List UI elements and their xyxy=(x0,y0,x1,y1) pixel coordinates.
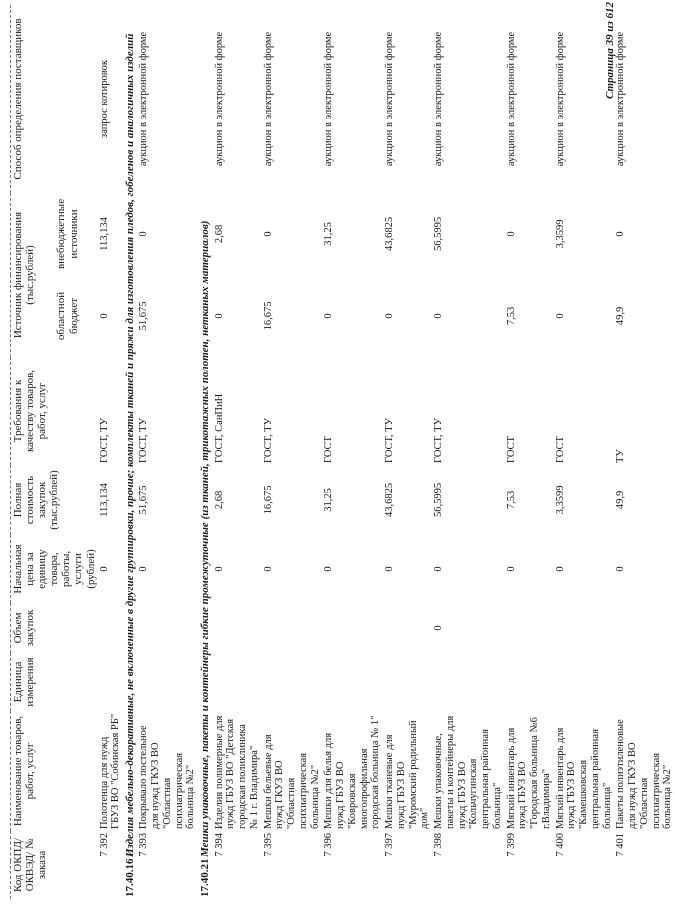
cell-requirements: ГОСТ, СанПиН xyxy=(213,393,225,463)
table-row xyxy=(213,5,262,899)
cell-okpd xyxy=(262,861,323,899)
cell-order-number: 7 392 xyxy=(98,832,110,857)
cell-total-cost: 7,53 xyxy=(505,490,517,510)
header-unit: Единица измерения xyxy=(11,653,98,711)
cell-okpd xyxy=(137,861,198,899)
cell-order-number: 7 395 xyxy=(262,832,274,857)
section-code: 17.40.21 xyxy=(199,858,212,897)
cell-volume xyxy=(322,603,383,653)
cell-item-name: Пакеты полиэтиленовые для нужд ГКУЗ ВО "Областная психиатрическая больница №2" xyxy=(615,719,674,829)
section-title: Изделия мебельно-декоративные, не включенные в другие группировки, прочие; комплекты тканей и пряжи для изготовления пледов, гобеленов и аналогичных изделий xyxy=(124,33,137,857)
cell-okpd xyxy=(98,861,124,899)
cell-requirements: ГОСТ xyxy=(554,436,566,463)
cell-order-number: 7 399 xyxy=(505,832,517,857)
cell-total-cost: 113,134 xyxy=(98,483,110,517)
table-body xyxy=(98,5,675,899)
cell-funding-extra: 3,3599 xyxy=(554,219,566,249)
cell-requirements: ГОСТ xyxy=(505,436,517,463)
cell-item-name: Изделия полимерные для нужд ГБУЗ ВО "Детская городская поликлиника № 1 г. Владимира" xyxy=(213,715,260,829)
cell-unit xyxy=(383,653,432,711)
cell-funding-extra: 56,5995 xyxy=(433,216,445,252)
cell-item-name: Мешки тканевые для нужд ГБУЗ ВО "Муромский родильный дом" xyxy=(384,720,431,829)
cell-order-number: 7 397 xyxy=(384,832,396,857)
header-total-cost: Полная стоимость закупок (тыс.рублей) xyxy=(11,465,98,535)
cell-funding-regional: 0 xyxy=(213,313,225,319)
cell-okpd xyxy=(383,861,432,899)
cell-requirements: ГОСТ, ТУ xyxy=(98,418,110,463)
section-title: Мешки упаковочные, пакеты и контейнеры гибкие промежуточные (из тканей, трикотажных полотен, нетканых материалов) xyxy=(199,220,212,857)
cell-item-name: Покрывало постельное для нужд ГКУЗ ВО "Областная психиатрическая больница №2" xyxy=(138,725,197,829)
cell-item-name: Мешки упаковочные, пакеты и контейнеры для нужд ГБУЗ ВО "Кольчугинская центральная районная больница" xyxy=(433,715,503,829)
cell-funding-regional: 7,53 xyxy=(505,306,517,326)
cell-item-name: Мягкий инвентарь для нужд ГБУЗ ВО "Городская больница №6 г.Владимира" xyxy=(505,717,552,829)
cell-volume xyxy=(505,603,554,653)
cell-funding-regional: 0 xyxy=(98,313,110,319)
table-row xyxy=(383,5,432,899)
cell-unit-price: 0 xyxy=(323,566,335,572)
cell-funding-extra: 113,134 xyxy=(98,217,110,251)
cell-volume xyxy=(383,603,432,653)
section-row xyxy=(123,5,137,899)
table-row xyxy=(262,5,323,899)
cell-unit-price: 0 xyxy=(505,566,517,572)
table-row xyxy=(432,5,505,899)
section-heading xyxy=(198,5,212,899)
cell-total-cost: 3,3599 xyxy=(554,485,566,515)
section-heading xyxy=(123,5,137,899)
cell-okpd xyxy=(432,861,505,899)
cell-requirements: ГОСТ, ТУ xyxy=(138,418,150,463)
table-row xyxy=(614,5,675,899)
cell-volume xyxy=(213,603,262,653)
cell-volume xyxy=(262,603,323,653)
cell-unit-price: 0 xyxy=(213,566,225,572)
cell-order-number: 7 398 xyxy=(433,832,445,857)
cell-funding-extra: 31,25 xyxy=(323,222,335,246)
cell-volume xyxy=(137,603,198,653)
cell-funding-extra: 0 xyxy=(262,231,274,237)
section-code: 17.40.16 xyxy=(124,858,137,897)
header-unit-price: Начальная цена за единицу товара, работы, услуги (рублей) xyxy=(11,535,98,603)
table-row xyxy=(98,5,124,899)
cell-order-number: 7 394 xyxy=(213,832,225,857)
cell-method: аукцион в электронной форме xyxy=(138,31,150,167)
page-footer: Страница 39 из 612 xyxy=(604,1,616,99)
cell-funding-regional: 49,9 xyxy=(615,306,627,326)
cell-item-name: Мешки для белья для нужд ГБУЗ ВО "Ковровская многопрофильная городская больница № 1" xyxy=(323,715,382,829)
cell-unit xyxy=(432,653,505,711)
cell-order-number: 7 400 xyxy=(554,832,566,857)
cell-unit-price: 0 xyxy=(138,566,150,572)
header-funding-extra: внебюджетные источники xyxy=(55,198,80,270)
cell-volume xyxy=(554,603,615,653)
cell-requirements: ГОСТ, ТУ xyxy=(384,418,396,463)
cell-funding-regional: 0 xyxy=(323,313,335,319)
cell-unit-price: 0 xyxy=(98,566,110,572)
cell-funding-regional: 0 xyxy=(554,313,566,319)
cell-unit xyxy=(137,653,198,711)
header-funding: Источник финансирования (тыс.рублей) xyxy=(11,193,55,357)
cell-funding-regional: 16,675 xyxy=(262,301,274,331)
cell-unit xyxy=(614,653,675,711)
cell-okpd xyxy=(213,861,262,899)
cell-unit xyxy=(505,653,554,711)
cell-unit-price: 0 xyxy=(433,566,445,572)
cell-order-number: 7 401 xyxy=(615,832,627,857)
cell-okpd xyxy=(554,861,615,899)
cell-okpd xyxy=(505,861,554,899)
table-row xyxy=(554,5,615,899)
cell-unit xyxy=(262,653,323,711)
cell-funding-regional: 0 xyxy=(433,313,445,319)
cell-okpd xyxy=(614,861,675,899)
cell-volume xyxy=(98,603,124,653)
cell-method: аукцион в электронной форме xyxy=(505,31,517,167)
cell-total-cost: 49,9 xyxy=(615,490,627,510)
cell-unit xyxy=(554,653,615,711)
cell-funding-extra: 0 xyxy=(138,231,150,237)
cell-funding-regional: 51,675 xyxy=(138,301,150,331)
cell-requirements: ТУ xyxy=(615,449,627,463)
cell-okpd xyxy=(322,861,383,899)
cell-requirements: ГОСТ xyxy=(323,436,335,463)
header-requirements: Требования к качеству товаров, работ, услуг xyxy=(11,357,98,465)
cell-method: аукцион в электронной форме xyxy=(262,31,274,167)
cell-funding-regional: 0 xyxy=(384,313,396,319)
cell-unit-price: 0 xyxy=(384,566,396,572)
cell-total-cost: 51,675 xyxy=(138,485,150,515)
table-row xyxy=(322,5,383,899)
cell-total-cost: 56,5995 xyxy=(433,482,445,518)
cell-total-cost: 2,68 xyxy=(213,490,225,510)
cell-method: аукцион в электронной форме xyxy=(615,31,627,167)
section-row xyxy=(198,5,212,899)
cell-volume xyxy=(614,603,675,653)
cell-requirements: ГОСТ, ТУ xyxy=(262,418,274,463)
cell-unit-price: 0 xyxy=(554,566,566,572)
header-method: Способ определения поставщиков xyxy=(11,5,98,193)
cell-method: запрос котировок xyxy=(98,59,110,138)
header-code: Код ОКПД/ ОКВЭД/ № заказа xyxy=(11,831,98,899)
cell-order-number: 7 396 xyxy=(323,832,335,857)
cell-method: аукцион в электронной форме xyxy=(554,31,566,167)
cell-method: аукцион в электронной форме xyxy=(323,31,335,167)
header-name: Наименование товаров, работ, услуг xyxy=(11,711,98,831)
cell-total-cost: 16,675 xyxy=(262,485,274,515)
cell-item-name: Мягкий инвентарь для нужд ГБУЗ ВО "Камешковская центральная районная больница" xyxy=(554,727,613,829)
cell-method: аукцион в электронной форме xyxy=(433,31,445,167)
cell-funding-extra: 2,68 xyxy=(213,224,225,244)
cell-requirements: ГОСТ, ТУ xyxy=(433,418,445,463)
procurement-table xyxy=(10,5,675,899)
cell-order-number: 7 393 xyxy=(138,832,150,857)
header-volume: Объем закупок xyxy=(11,603,98,653)
cell-method: аукцион в электронной форме xyxy=(384,31,396,167)
cell-item-name: Полотенца для нужд ГБУЗ ВО "Собинская РБ" xyxy=(98,713,122,829)
cell-volume: 0 xyxy=(433,625,445,631)
table-row xyxy=(137,5,198,899)
cell-unit xyxy=(322,653,383,711)
cell-method: аукцион в электронной форме xyxy=(213,31,225,167)
cell-unit-price: 0 xyxy=(262,566,274,572)
cell-total-cost: 31,25 xyxy=(323,488,335,512)
header-funding-regional: областной бюджет xyxy=(55,291,80,341)
cell-unit-price: 0 xyxy=(615,566,627,572)
cell-item-name: Мешки бельевые для нужд ГКУЗ ВО "Областная психиатрическая больница №2" xyxy=(262,734,321,829)
cell-funding-extra: 0 xyxy=(615,231,627,237)
cell-unit xyxy=(213,653,262,711)
table-row xyxy=(505,5,554,899)
cell-unit xyxy=(98,653,124,711)
cell-funding-extra: 0 xyxy=(505,231,517,237)
cell-funding-extra: 43,6825 xyxy=(384,216,396,252)
cell-total-cost: 43,6825 xyxy=(384,482,396,518)
